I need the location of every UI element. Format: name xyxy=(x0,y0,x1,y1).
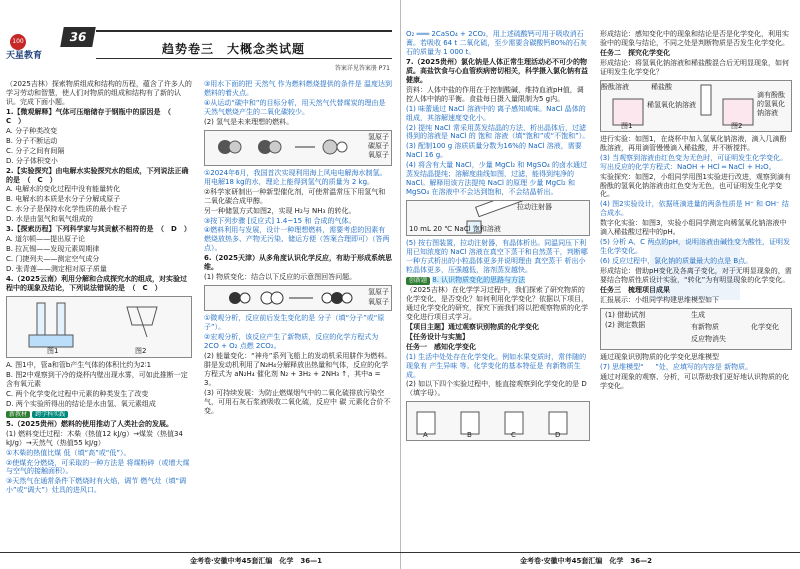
column-1 xyxy=(6,80,192,550)
model-box-4: 有新物质 xyxy=(691,322,719,331)
footer-right: 金考卷·安徽中考45套汇编 化学 36—2 xyxy=(520,557,653,566)
fig-label-d: D xyxy=(555,431,561,440)
col4-intro: 形成结论：感知变化中的现象和结论是否是化学变化，利用实验中的现象与结论，不同之处是判断物质是否发生化学变化。 xyxy=(600,30,789,47)
q6-answer-1a: ①微观分析，反应前后发生变化的是 分子（填“分子”或“原子”）。 xyxy=(204,314,385,332)
task-1-part-2: (2) 如以下四个实验过程中，能直接观察到化学变化的是 D（填字母）。 xyxy=(406,380,587,398)
column-2 xyxy=(204,80,392,550)
fig1-label: 图1 xyxy=(47,347,59,356)
q5-answer-1c: ③天然气在通常条件下燃烧时有火焰，调节 燃气灶（填“调小”或“调大”）灶具的进风口。 xyxy=(6,477,187,495)
q1-option-d: D. 分子体积变小 xyxy=(6,156,58,165)
q7-answer-3: (3) 配制100 g 溶质质量分数为16%的 NaCl 溶液，需要NaCl 16 g。 xyxy=(406,142,582,160)
q1-option-a: A. 分子种类改变 xyxy=(6,126,58,135)
q8-intro: （2025吉林）在化学学习过程中，我们探索了研究物质的化学变化，是否变化？如何利用化学变化？依据以下项目，通过化学变化的研究，探究下面我们将以把观察物质的化学变化进行项目式学习。 xyxy=(406,285,588,321)
model-box-3: 生成 xyxy=(691,310,705,319)
q5-part-1: (1) 燃料变迁过程：木柴（热值12 kJ/g）→煤炭（热值34 kJ/g）→天然气（热值55 kJ/g） xyxy=(6,429,183,447)
fig-label-b: B xyxy=(467,431,472,440)
q5-answer-2b: ④从运动“碳中和”的目标分析，用天然气代替煤炭的理由是 天然气燃烧产生的二氧化碳较少。 xyxy=(204,98,386,116)
task-3-conclusion: 通过对现象的观察、分析，可以帮助我们更好地认识物质的化学变化。 xyxy=(600,372,789,390)
q4-option-b: B. 图2中观察到干冷的烧杯内壁出现水雾，可如此推断一定含有氧元素 xyxy=(6,370,188,388)
question-6: 6.（2025天津）从多角度认识化学反应，有助于形成系统思维。 xyxy=(204,254,392,272)
q1-option-b: B. 分子不断运动 xyxy=(6,136,58,145)
q5-part-3c: 另一种储氢方式如图2，实现 H₂与 NH₃ 的转化。 xyxy=(204,206,356,215)
new-textbook-tag: 新教材 xyxy=(6,411,30,419)
task-1-answer-1: (1) 生活中处处存在化学变化。例如水果变质时，常伴随的现象有 产生异味 等。化学变化的基本特征是 有新物质生成。 xyxy=(406,352,587,379)
page-footer xyxy=(0,552,800,569)
fig-label-a: A xyxy=(423,431,428,440)
task-3-title: 任务三 梳理项目成果 xyxy=(600,286,670,295)
model-box-2: (2) 测定数据 xyxy=(605,320,646,329)
q2-option-d: D. 水是由氢气和氧气组成的 xyxy=(6,215,93,224)
q4-option-a: A. 图1中，管a和管b产生气体的体积比约为2∶1 xyxy=(6,360,152,369)
task1-figure xyxy=(406,401,590,441)
model-box-6: 反应物消失 xyxy=(691,334,726,343)
q5-part-3b: ②科学家研制出一种新型催化剂，可使常温常压下用氢气和二氧化碳合成甲醇。 xyxy=(204,187,386,205)
question-1: 1.【微观解释】气体可压缩储存于钢瓶中的原因是 （ C ） xyxy=(6,107,179,125)
question-3: 3.【探索历程】下列科学家与其贡献不相符的是 （ D ） xyxy=(6,225,191,234)
innovation-tag: 创新题 xyxy=(406,277,430,285)
q4-option-c: C. 两个化学变化过程中元素的种类发生了改变 xyxy=(6,389,149,398)
fig2-label: 图2 xyxy=(135,347,147,356)
q2-option-b: B. 电解水的本质是水分子分解成原子 xyxy=(6,195,121,204)
legend-oxygen: 氧原子 xyxy=(368,298,389,307)
molecule-diagram xyxy=(205,131,391,165)
q7-answer-4: (4) 将含有大量 NaCl，少量 MgCl₂ 和 MgSO₄ 的卤水通过蒸发结晶提纯；溶解度曲线如图，过滤，能得到纯净的NaCl。解释用该方法提纯 NaCl 的原理 少量 MgCl₂ 和 MgSO₄ 在溶液中不会达到饱和，不会结晶析出。 xyxy=(406,161,587,197)
q5-part-3: (2) 氢气是未来理想的燃料。 xyxy=(204,117,294,126)
syringe-sub-label: 10 mL 20 ℃ NaCl 饱和溶液 xyxy=(409,225,501,234)
task-2-step-1: 进行实验：如图1，在烧杯中加入氢氧化钠溶液，滴入几滴酚酞溶液，再用滴管慢慢滴入稀盐酸，并不断搅拌。 xyxy=(600,134,787,152)
q4-option-d: D. 两个实验所得出的结论是水由氢、氧元素组成 xyxy=(6,399,156,408)
logo-badge: 100 xyxy=(10,34,26,50)
task-2-intro: 形成结论：将氢氧化钠溶液和稀盐酸混合后无明显现象，如何证明发生化学变化？ xyxy=(600,58,789,76)
syringe-label: 拉动注射器 xyxy=(517,203,552,212)
page-divider xyxy=(400,0,401,569)
task-2-title: 任务二 探究化学变化 xyxy=(600,48,670,57)
task-2-answer-4: (4) 图2实验设计，依据班滴进量的两条性质是 H⁺ 和 OH⁻ 结合成水。 xyxy=(600,200,789,218)
q5-answer-1b: ②使煤充分燃烧，可采取的一种方法是 将煤粉碎（或增大煤与空气的接触面积）。 xyxy=(6,458,190,476)
q7-answer-1: (1) 味蕾通过 NaCl 溶液中的 离子感知咸味。NaCl 晶体的组成，其溶解速度变化小。 xyxy=(406,104,586,122)
answer-reference: 答案详见答案册 P71 xyxy=(334,65,390,72)
logo-text: 天星教育 xyxy=(6,51,43,61)
q6-continued: O₂ ═══ 2CaSO₄ + 2CO₂，用上述硫酸钙可用于吸收消石膏。若吸收 64 t 二氧化硫，至少需要含碳酸钙80%的石灰石的质量为 1 000 t。 xyxy=(406,30,587,56)
molecule-figure xyxy=(204,130,392,166)
legend-o: 氧原子 xyxy=(368,150,389,159)
q6-part-1: (1) 物质变化：结合以下反应的示意图回答问题。 xyxy=(204,273,357,282)
unit-number-badge: 36 xyxy=(60,27,96,47)
page-title: 趋势卷三 大概念类试题 xyxy=(162,42,306,56)
task-3-model-caption: 通过现象识别物质的化学变化思维模型 xyxy=(600,352,719,361)
q4-figure xyxy=(6,296,192,358)
q6-part-2: (2) 能量变化：“神舟”系列飞船上的发动机采用肼作为燃料。肼是发动机利用了N₂H₄分解释放出热量和气体，反应的化学方程式为 aN₂H₄ 催化剂 N₂ + 3H₂ + 2NH₃ ↑，其中a = 3。 xyxy=(204,352,392,387)
q5-answer-3e: ④燃料利用与发展，设计一种理想燃料，需要考虑的因素有 燃烧放热多、产物无污染、储运方便（答案合理即可）（答两点）。 xyxy=(204,226,390,253)
page-header xyxy=(0,0,400,78)
q5-answer-3a: ①2024年6月，我国首次实现利用海上风电电解海水制氢。用电解18 kg的水，理论上能得到氢气的质量为 2 kg。 xyxy=(204,168,387,186)
q7-answer-5: (5) 按右图装置，拉动注射器，有晶体析出。同温同压下利用已知浓度的 NaCl 溶液在真空下蒸干和自然蒸干，判断哪一种方式析出的小粒晶体更多并说明理由 真空蒸干 析出小粒晶体更多，压强越低，溶剂蒸发越快。 xyxy=(406,239,588,275)
q6-part-3: (3) 可持续发展：为防止燃煤烟气中的二氧化硫排放污染空气，可用石灰石浆液吸收二氧化硫，反应中 碳 元素化合价不变。 xyxy=(204,388,391,415)
q5-answer-1a: ①木柴的热值比煤 低（填“高”或“低”）。 xyxy=(6,448,131,457)
question-8-head: 8. 认识物质变化的思路与方法 xyxy=(432,275,526,284)
task-2-answer-6: (6) 反应过程中，氯化钠的质量最大的点是 B点。 xyxy=(600,257,753,266)
column-3 xyxy=(406,30,590,550)
title-bar xyxy=(96,30,392,59)
legend-hydrogen: 氢原子 xyxy=(368,288,389,297)
question-7: 7.（2025贵州）氯化钠是人体正常生理活动必不可少的物质。高盐饮食与心血管疾病密切相关，科学摄入氯化钠有益健康。 xyxy=(406,57,588,84)
q7-intro: 资料：人体中盐的作用在于控制酸碱，维持血液pH值，调控人体中钠的平衡。食盐每日摄入量限制为5 g内。 xyxy=(406,85,584,103)
q2-option-a: A. 电解水的变化过程中没有能量转化 xyxy=(6,185,121,194)
task2-figure xyxy=(600,80,792,132)
fig-sub-indicator: 滴有酚酞的氢氧化钠溶液 xyxy=(757,90,785,117)
watermark xyxy=(650,240,740,300)
q3-option-c: C. 门捷列夫——测定空气成分 xyxy=(6,255,100,264)
q3-option-a: A. 道尔顿——提出原子论 xyxy=(6,235,86,244)
task-2-answer-3: (3) 当观察到溶液由红色变为无色时，可证明发生化学变化。写出反应的化学方程式：NaOH + HCl ═ NaCl + H₂O。 xyxy=(600,153,788,171)
q3-option-d: D. 张青莲——测定相对原子质量 xyxy=(6,265,107,274)
question-5: 5.（2025贵州）燃料的使用推动了人类社会的发展。 xyxy=(6,419,174,428)
question-4: 4.（2025云南）利用分解和合成探究水的组成，对实验过程中的现象及结论，下列说法错误的是 （ C ） xyxy=(6,275,188,293)
task-1-title: 任务一 感知化学变化 xyxy=(406,342,476,351)
fig-label-c: C xyxy=(511,431,516,440)
q8-task-design: 【任务设计与实施】 xyxy=(406,332,469,341)
legend-c: 碳原子 xyxy=(368,141,389,150)
electrolysis-diagram xyxy=(7,297,191,357)
model-box-5: 化学变化 xyxy=(751,322,779,331)
experiment-diagram xyxy=(407,402,590,440)
model-box-1: (1) 借助试剂 xyxy=(605,310,646,319)
publisher-logo xyxy=(6,28,52,68)
q1-option-c: C. 分子之间有间隔 xyxy=(6,146,65,155)
task-2-step-2: 实验探究：如图2，小组同学用图1实验进行改进，观察到滴有酚酞的氢氧化钠溶液由红色变为无色，也可证明发生化学变化。 xyxy=(600,172,791,199)
reaction-figure xyxy=(204,285,392,311)
intro-text: （2025吉林）探索物质组成和结构的历程，蕴含了许多人的学习劳动和智慧，使人们对物质的组成和结构有了新的认识。完成下面小题。 xyxy=(6,80,192,106)
q2-option-c: C. 水分子是保持水化学性质的最小粒子 xyxy=(6,205,128,214)
fig-sub-naoh: 稀氢氧化钠溶液 xyxy=(647,100,696,109)
task-2-conclusion: 形成结论：借助pH变化及各离子变化，对于无明显现象的，需要结合物质性质设计实验，“转化”为有明显现象的化学变化。 xyxy=(600,267,792,285)
task-2-step-3: 数字化实验：如图3，实验小组同学测定向稀氢氧化钠溶液中滴入稀盐酸过程中的pH。 xyxy=(600,219,787,237)
thinking-model xyxy=(600,308,792,350)
syringe-figure xyxy=(406,200,590,236)
q5-answer-3d: ③按下列步骤 [反应式] 1.4~15 和 合成的气体。 xyxy=(204,216,356,225)
fig-1-label: 图1 xyxy=(621,121,633,130)
q5-answer-2: ③用水下面的把 天然气 作为燃料燃烧提供的条件是 温度达到燃料的着火点。 xyxy=(204,80,392,97)
task-3-intro: 汇报展示：小组同学构建思维模型如下 xyxy=(600,295,719,304)
q6-answer-1b: ②宏观分析，该反应产生了新物质，反应的化学方程式为 2CO + O₂ 点燃 2CO₂。 xyxy=(204,333,379,351)
footer-left: 金考卷·安徽中考45套汇编 化学 36—1 xyxy=(190,557,323,566)
task-2-answer-5: (5) 分析 A、C 两点的pH，说明溶液由碱性变为酸性，证明发生化学变化。 xyxy=(600,238,790,256)
task-3-answer-7: (7) 思维模型“ ”处，应填写的内容是 新物质。 xyxy=(600,362,753,371)
fig-sub-acid: 稀盐酸 xyxy=(651,82,672,91)
question-2: 2.【实验探究】由电解水实验探究水的组成，下列说法正确的是 （ C ） xyxy=(6,166,189,184)
q8-project-topic: 【项目主题】通过观察识别物质的化学变化 xyxy=(406,322,539,331)
cross-discipline-tag: 跨学科实践 xyxy=(32,411,68,419)
q7-answer-2: (2) 提纯 NaCl 常采用蒸发结晶的方法，析出晶体后，过滤得到的溶液是 NaCl 的 饱和 溶液（填“饱和”或“不饱和”）。 xyxy=(406,123,590,141)
fig-2-label: 图2 xyxy=(731,121,743,130)
fig-sub-phenol: 酚酞溶液 xyxy=(601,82,629,91)
reaction-diagram xyxy=(205,286,391,310)
q3-option-b: B. 拉瓦锡——发现元素周期律 xyxy=(6,245,100,254)
legend-h: 氢原子 xyxy=(368,132,389,141)
